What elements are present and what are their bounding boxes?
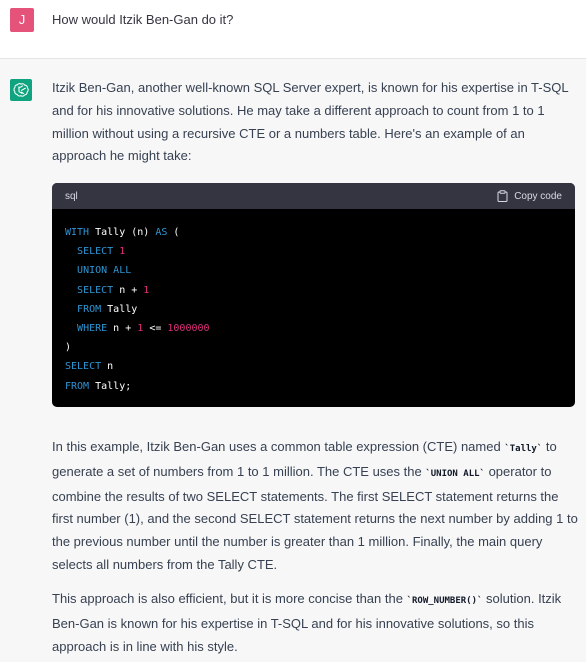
code-text	[65, 285, 77, 296]
code-text: Tally	[101, 303, 138, 315]
code-line	[65, 223, 562, 242]
code-line	[65, 242, 562, 261]
code-line	[65, 377, 562, 396]
text-span: In this example, Itzik Ben-Gan uses a common table expression (CTE) named	[52, 439, 505, 454]
code-text: <=	[143, 323, 168, 335]
text-span: This approach is also efficient, but it is more concise than the	[52, 591, 407, 606]
assistant-conclusion-paragraph	[52, 588, 578, 658]
code-text: Tally (n)	[89, 227, 156, 238]
code-line	[65, 338, 562, 357]
code-text: n	[101, 361, 114, 373]
code-text	[65, 304, 77, 315]
code-number: 1	[137, 323, 144, 335]
clipboard-icon	[497, 190, 508, 202]
assistant-message-row	[0, 59, 586, 662]
copy-code-button[interactable]	[497, 190, 562, 202]
user-message-text: How would Itzik Ben-Gan do it?	[52, 12, 234, 27]
code-text: n +	[107, 323, 138, 335]
copy-code-label: Copy code	[514, 190, 562, 202]
inline-code-union-all: `UNION ALL`	[425, 468, 485, 479]
code-number: 1	[119, 246, 126, 258]
code-line	[65, 300, 562, 319]
code-block-header	[52, 183, 575, 209]
inline-code-row-number: `ROW_NUMBER()`	[406, 596, 483, 606]
assistant-explanation-paragraph	[52, 436, 578, 577]
code-text: Tally;	[89, 380, 132, 392]
code-line	[65, 281, 562, 300]
code-keyword: SELECT	[65, 361, 102, 373]
code-keyword: WHERE	[77, 323, 108, 335]
assistant-avatar	[10, 79, 32, 101]
text-span: to generate a set of numbers from 1 to 1 million. The CTE uses the	[52, 439, 557, 479]
code-keyword: WITH	[65, 227, 90, 238]
code-line	[65, 261, 562, 280]
code-text	[65, 246, 77, 257]
text-span: operator to combine the results of two SELECT statements. The first SELECT statement returns the first number (1), and the second SELECT statement returns the next number by adding 1 to the previous number until the number is greater than 1 million. Finally, the main query selects all numbers from the Tally CTE.	[52, 463, 578, 572]
code-content	[52, 209, 575, 407]
code-line	[65, 357, 562, 376]
code-keyword: FROM	[65, 380, 90, 392]
user-message-row	[0, 0, 586, 59]
code-text: (	[167, 227, 180, 238]
inline-code-tally: `Tally`	[504, 444, 543, 454]
code-text: )	[65, 342, 72, 354]
code-line	[65, 319, 562, 338]
code-text	[65, 323, 77, 334]
code-block	[52, 183, 575, 407]
user-avatar: J	[10, 8, 34, 32]
code-keyword: UNION ALL	[77, 265, 132, 277]
code-text: n +	[113, 284, 144, 296]
code-number: 1	[143, 284, 150, 296]
code-number: 1000000	[167, 323, 210, 335]
code-keyword: SELECT	[77, 284, 114, 296]
openai-logo-icon	[13, 82, 29, 98]
text-span: solution. Itzik Ben-Gan is known for his expertise in T-SQL and for his innovative solutions, so this approach is in line with his style.	[52, 591, 562, 654]
code-text	[65, 265, 77, 276]
assistant-intro-paragraph: Itzik Ben-Gan, another well-known SQL Server expert, is known for his expertise in T-SQL and for his innovative solutions. He may take a different approach to count from 1 to 1 million without using a recursive CTE or a numbers table. Here's an example of an approach he might take:	[52, 80, 569, 164]
code-keyword: AS	[155, 227, 168, 238]
code-keyword: FROM	[77, 303, 102, 315]
code-keyword: SELECT	[77, 246, 114, 258]
code-language-label: sql	[65, 190, 78, 202]
